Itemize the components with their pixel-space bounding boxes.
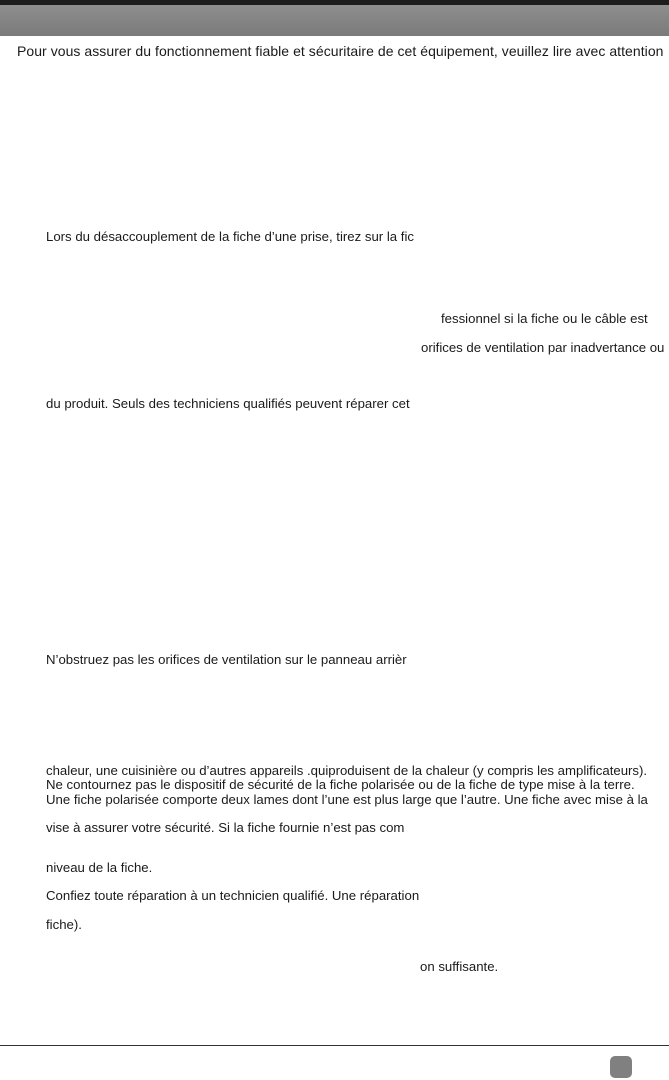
- text-line: fessionnel si la fiche ou le câble est: [441, 311, 648, 326]
- text-line: orifices de ventilation par inadvertance ou: [421, 340, 665, 355]
- text-line: Ne contournez pas le dispositif de sécurité de la fiche polarisée ou de la fiche de type mise à la terre.: [46, 777, 635, 792]
- text-line: niveau de la fiche.: [46, 860, 153, 875]
- text-line: vise à assurer votre sécurité. Si la fiche fournie n’est pas com: [46, 820, 405, 835]
- text-line: N’obstruez pas les orifices de ventilation sur le panneau arrièr: [46, 652, 407, 667]
- text-line: on suffisante.: [420, 959, 499, 974]
- intro-text: Pour vous assurer du fonctionnement fiable et sécuritaire de cet équipement, veuillez lire avec attention: [17, 43, 664, 59]
- footer-divider: [0, 1045, 669, 1046]
- page-number-badge: [610, 1056, 632, 1078]
- text-line: Lors du désaccouplement de la fiche d’une prise, tirez sur la fic: [46, 229, 414, 244]
- text-line: chaleur, une cuisinière ou d’autres appareils .quiproduisent de la chaleur (y compris les amplificateurs).: [46, 763, 648, 778]
- text-line: fiche).: [46, 917, 82, 932]
- text-line: du produit. Seuls des techniciens qualifiés peuvent réparer cet: [46, 396, 410, 411]
- text-line: Confiez toute réparation à un technicien qualifié. Une réparation: [46, 888, 420, 903]
- text-line: Une fiche polarisée comporte deux lames dont l’une est plus large que l’autre. Une fiche avec mise à la: [46, 792, 648, 807]
- header-band: [0, 0, 669, 36]
